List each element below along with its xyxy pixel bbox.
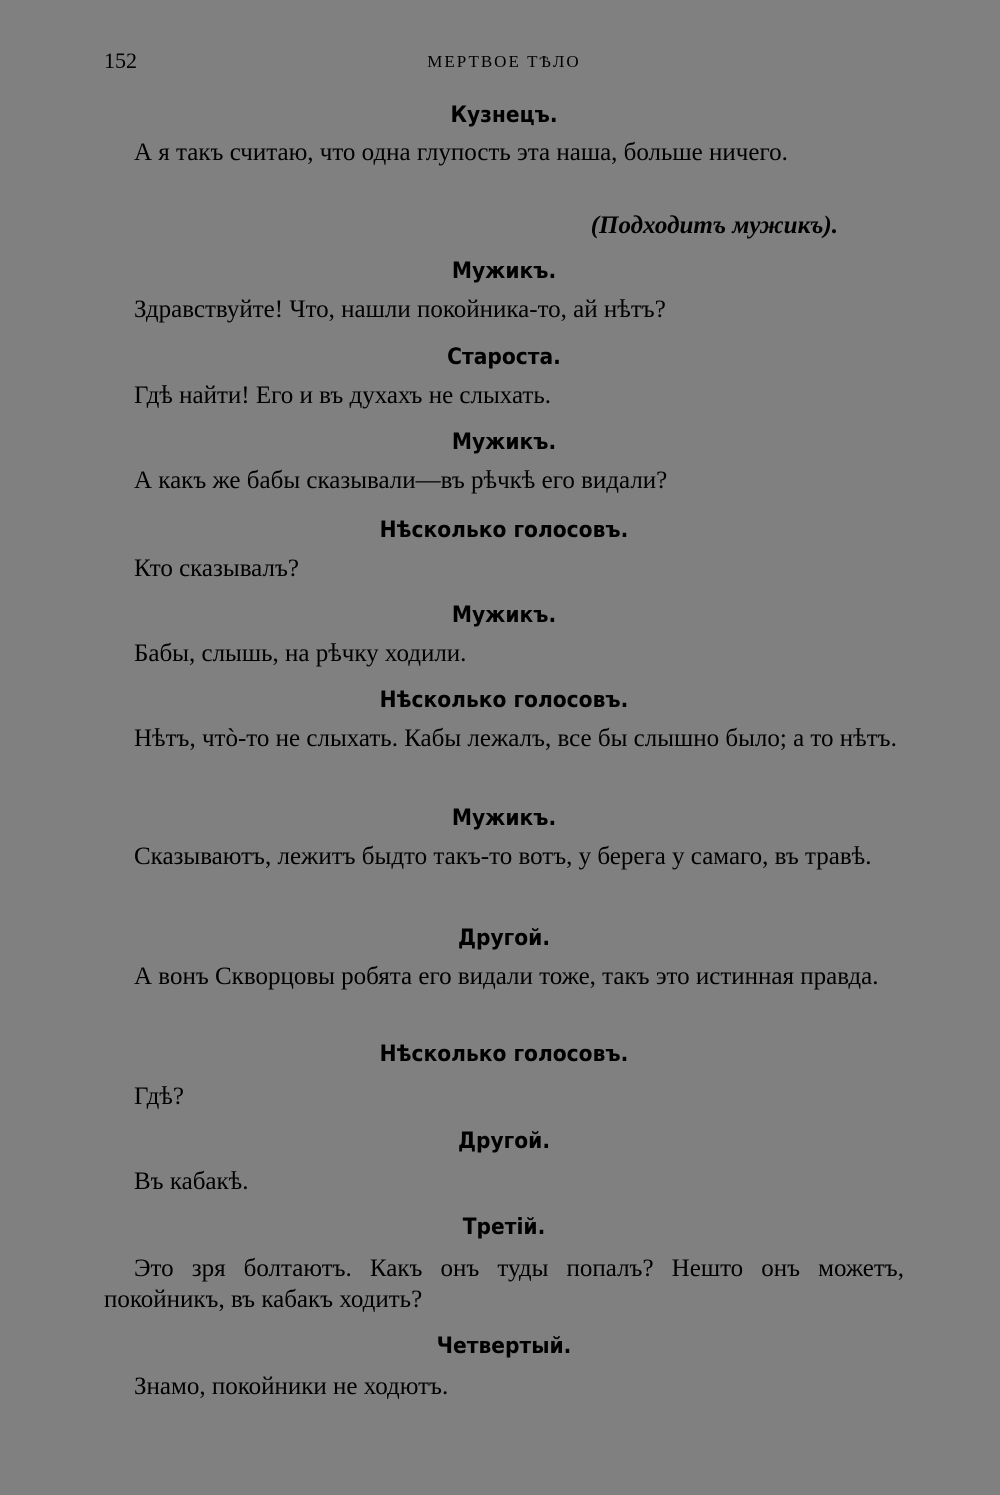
dialogue-entry <box>104 686 904 754</box>
speaker-name: Мужикъ. <box>451 603 557 628</box>
speaker-name: Третій. <box>462 1215 546 1240</box>
dialogue-entry <box>104 257 904 325</box>
stage-direction-text: (Подходитъ мужикъ). <box>590 212 838 239</box>
speaker-name: Нѣсколько голосовъ. <box>379 1042 629 1067</box>
dialogue-entry <box>104 601 904 669</box>
speech-text: Бабы, слышь, на рѣчку ходили. <box>134 640 467 667</box>
speaker-name: Нѣсколько голосовъ. <box>379 518 629 543</box>
dialogue-entry <box>104 516 904 584</box>
speech-text: Сказываютъ, лежитъ быдто такъ-то вотъ, у берега у самаго, въ травѣ. <box>134 843 872 870</box>
running-head <box>104 48 904 78</box>
speech-text: А какъ же бабы сказывали—въ рѣчкѣ его видали? <box>134 467 668 494</box>
speech-text: Гдѣ найти! Его и въ духахъ не слыхать. <box>134 382 551 409</box>
dialogue-entry <box>104 1213 904 1315</box>
speaker-name: Мужикъ. <box>451 806 557 831</box>
stage-direction <box>104 210 904 241</box>
dialogue-entry <box>104 804 904 872</box>
dialogue-entry <box>104 1040 904 1112</box>
speaker-name: Кузнецъ. <box>450 103 558 128</box>
dialogue-entry <box>104 1127 904 1197</box>
speaker-name: Мужикъ. <box>451 430 557 455</box>
dialogue-entry <box>104 1332 904 1402</box>
dialogue-entry <box>104 428 904 496</box>
dialogue-entry <box>104 924 904 992</box>
speech-text: А вонъ Скворцовы робята его видали тоже, такъ это истинная правда. <box>134 963 879 990</box>
speaker-name: Нѣсколько голосовъ. <box>379 688 629 713</box>
speech-text: Нѣтъ, чтò-то не слыхать. Кабы лежалъ, все бы слышно было; а то нѣтъ. <box>134 725 897 752</box>
running-title: МЕРТВОЕ ТѢЛО <box>427 52 581 71</box>
speech-text: Знамо, покойники не ходютъ. <box>134 1373 449 1400</box>
speaker-name: Другой. <box>457 926 551 951</box>
speech-text: Гдѣ? <box>134 1083 184 1110</box>
speech-text: Это зря болтаютъ. Какъ онъ туды попалъ? Нешто онъ можетъ, покойникъ, въ кабакъ ходить? <box>104 1255 904 1313</box>
speech-text: Въ кабакѣ. <box>134 1168 249 1195</box>
dialogue-entry <box>104 343 904 411</box>
speech-text: Здравствуйте! Что, нашли покойника-то, ай нѣтъ? <box>134 296 666 323</box>
speech-text: А я такъ считаю, что одна глупость эта наша, больше ничего. <box>134 139 788 166</box>
speaker-name: Староста. <box>447 345 561 370</box>
dialogue-entry <box>104 101 904 168</box>
speaker-name: Другой. <box>457 1129 551 1154</box>
page-number: 152 <box>104 48 137 73</box>
speaker-name: Четвертый. <box>436 1334 572 1359</box>
speech-text: Кто сказывалъ? <box>134 555 299 582</box>
speaker-name: Мужикъ. <box>451 259 557 284</box>
